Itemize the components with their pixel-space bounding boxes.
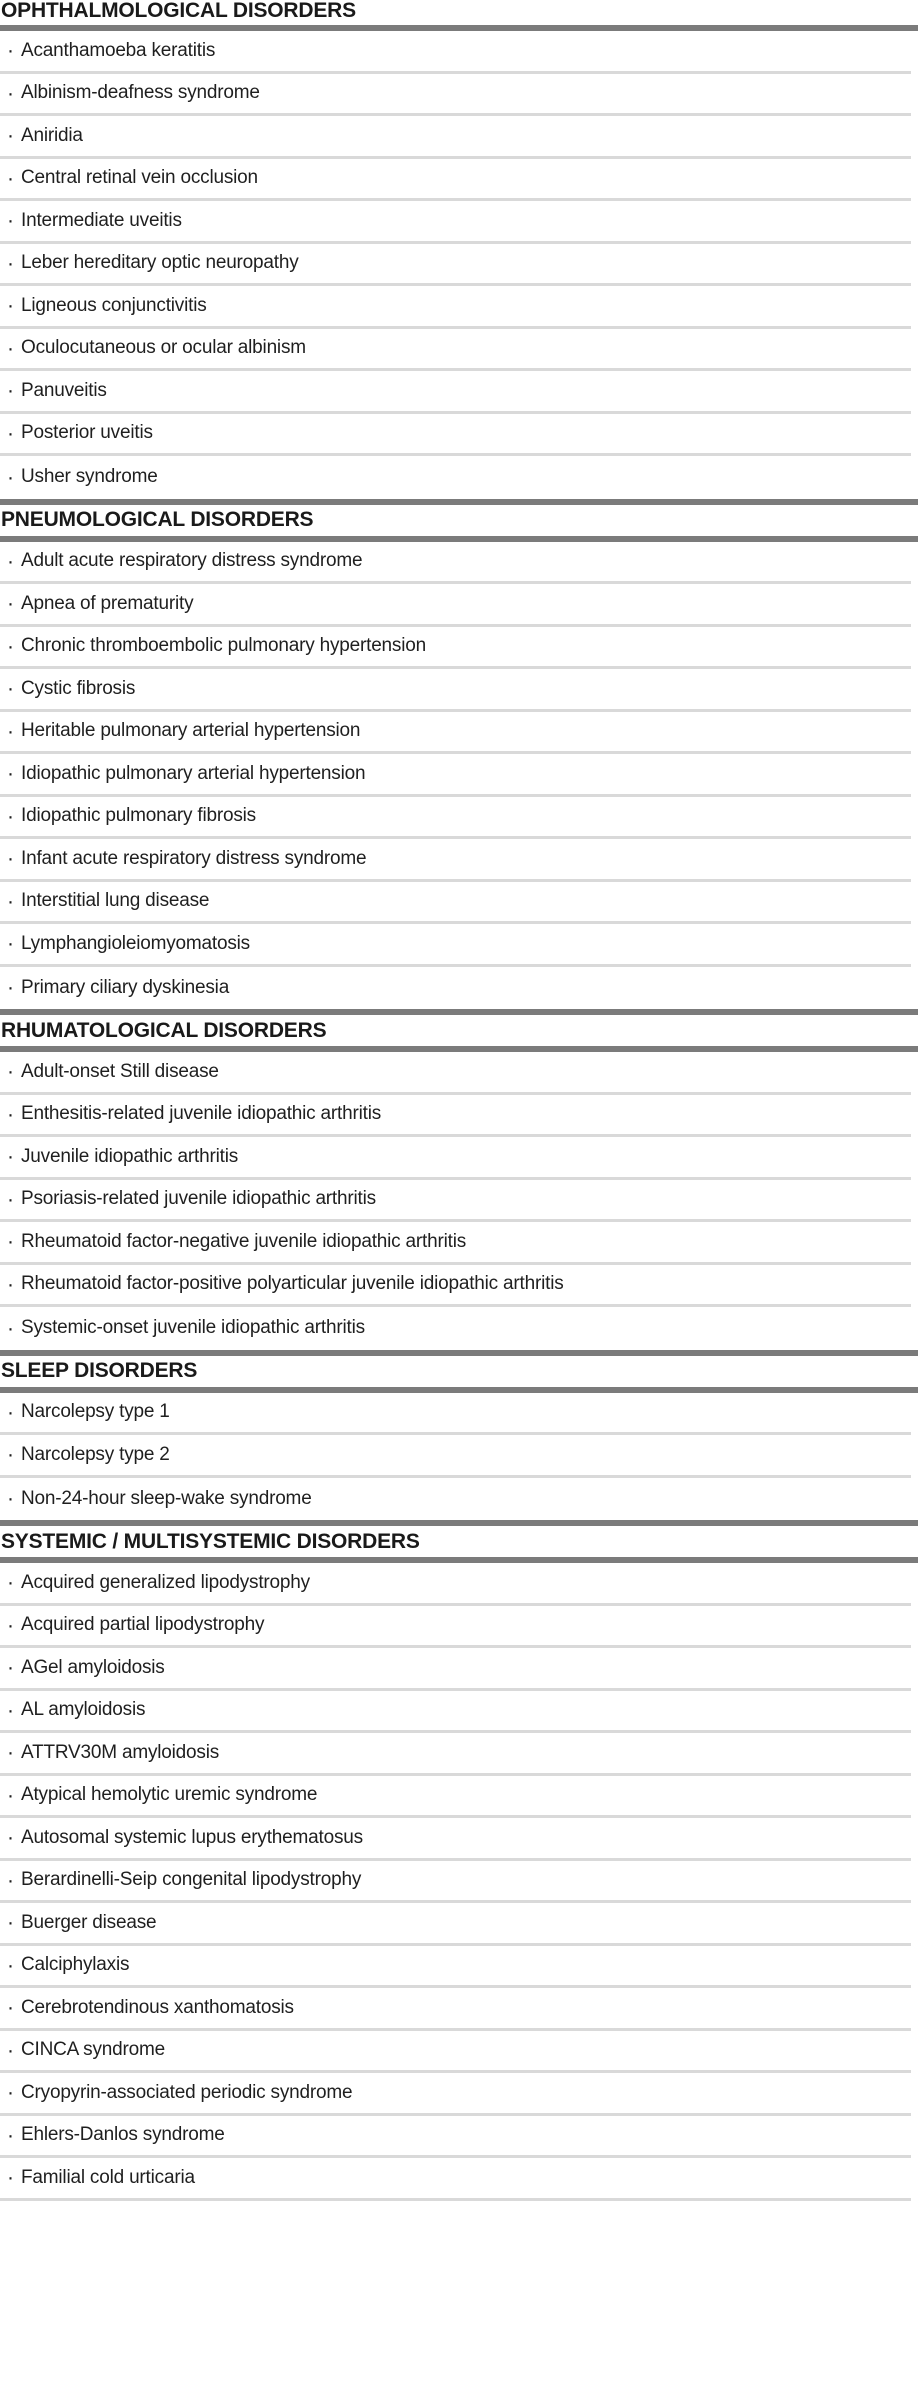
bullet-icon: · (7, 1102, 14, 1126)
section-header (0, 1350, 918, 1393)
section-title: OPHTHALMOLOGICAL DISORDERS (1, 0, 356, 22)
bullet-icon: · (7, 166, 14, 190)
item-label: Rheumatoid factor-positive polyarticular juvenile idiopathic arthritis (21, 1273, 564, 1295)
item-label: Chronic thromboembolic pulmonary hypertension (21, 635, 426, 657)
bullet-icon: · (7, 1996, 14, 2020)
bullet-icon: · (7, 2081, 14, 2105)
list-item (0, 1861, 911, 1904)
bullet-icon: · (7, 634, 14, 658)
list-item (0, 797, 911, 840)
item-label: Apnea of prematurity (21, 592, 194, 614)
bullet-icon: · (7, 251, 14, 275)
list-item (0, 2073, 911, 2116)
item-label: Posterior uveitis (21, 422, 153, 444)
list-item (0, 2158, 911, 2201)
list-item (0, 1606, 911, 1649)
item-label: Cerebrotendinous xanthomatosis (21, 1996, 294, 2018)
item-label: Primary ciliary dyskinesia (21, 976, 230, 998)
bullet-icon: · (7, 1443, 14, 1467)
list-item (0, 1052, 911, 1095)
item-label: Narcolepsy type 2 (21, 1443, 170, 1465)
bullet-icon: · (7, 1911, 14, 1935)
bullet-icon: · (7, 1656, 14, 1680)
list-item (0, 2116, 911, 2159)
list-item (0, 627, 911, 670)
item-label: ATTRV30M amyloidosis (21, 1741, 220, 1763)
list-item (0, 244, 911, 287)
item-label: Intermediate uveitis (21, 209, 182, 231)
item-label: AGel amyloidosis (21, 1656, 165, 1678)
bullet-icon: · (7, 1571, 14, 1595)
bullet-icon: · (7, 124, 14, 148)
item-label: Acanthamoeba keratitis (21, 39, 216, 61)
bullet-icon: · (7, 209, 14, 233)
item-label: Non-24-hour sleep-wake syndrome (21, 1487, 312, 1509)
section-title: SYSTEMIC / MULTISYSTEMIC DISORDERS (1, 1529, 420, 1553)
list-item (0, 116, 911, 159)
item-label: Heritable pulmonary arterial hypertension (21, 720, 361, 742)
item-label: Buerger disease (21, 1911, 157, 1933)
item-label: Interstitial lung disease (21, 890, 210, 912)
item-label: Psoriasis-related juvenile idiopathic arthritis (21, 1188, 376, 1210)
list-item (0, 1903, 911, 1946)
list-item (0, 1095, 911, 1138)
item-label: Cystic fibrosis (21, 677, 136, 699)
list-item (0, 414, 911, 457)
bullet-icon: · (7, 1783, 14, 1807)
section-items (0, 542, 918, 1010)
list-item (0, 1988, 911, 2031)
item-label: AL amyloidosis (21, 1699, 146, 1721)
item-label: Enthesitis-related juvenile idiopathic arthritis (21, 1103, 382, 1125)
list-item (0, 31, 911, 74)
bullet-icon: · (7, 336, 14, 360)
disorder-section (0, 1520, 918, 2201)
list-item (0, 371, 911, 414)
item-label: Central retinal vein occlusion (21, 167, 258, 189)
item-label: Familial cold urticaria (21, 2166, 195, 2188)
bullet-icon: · (7, 677, 14, 701)
bullet-icon: · (7, 421, 14, 445)
list-item (0, 329, 911, 372)
list-item (0, 159, 911, 202)
item-label: Adult-onset Still disease (21, 1060, 219, 1082)
section-header (0, 1520, 918, 1563)
list-item (0, 1563, 911, 1606)
list-item (0, 754, 911, 797)
disorder-section (0, 0, 918, 499)
bullet-icon: · (7, 1953, 14, 1977)
bullet-icon: · (7, 976, 14, 1000)
section-title: SLEEP DISORDERS (1, 1359, 198, 1382)
list-item (0, 1946, 911, 1989)
section-items (0, 31, 918, 499)
item-label: Cryopyrin-associated periodic syndrome (21, 2081, 353, 2103)
list-item (0, 286, 911, 329)
section-title: PNEUMOLOGICAL DISORDERS (1, 508, 314, 531)
item-label: Ehlers-Danlos syndrome (21, 2124, 225, 2146)
bullet-icon: · (7, 1060, 14, 1084)
section-header (0, 1009, 918, 1052)
list-item (0, 1265, 911, 1308)
list-item (0, 1435, 911, 1478)
item-label: Systemic-onset juvenile idiopathic arthritis (21, 1317, 365, 1339)
bullet-icon: · (7, 592, 14, 616)
bullet-icon: · (7, 465, 14, 489)
bullet-icon: · (7, 762, 14, 786)
list-item (0, 1776, 911, 1819)
bullet-icon: · (7, 1613, 14, 1637)
bullet-icon: · (7, 1487, 14, 1511)
item-label: Infant acute respiratory distress syndrome (21, 847, 367, 869)
bullet-icon: · (7, 379, 14, 403)
list-item (0, 712, 911, 755)
bullet-icon: · (7, 804, 14, 828)
list-item (0, 1733, 911, 1776)
list-item (0, 1393, 911, 1436)
list-item (0, 1818, 911, 1861)
bullet-icon: · (7, 1741, 14, 1765)
bullet-icon: · (7, 719, 14, 743)
item-label: Leber hereditary optic neuropathy (21, 252, 299, 274)
bullet-icon: · (7, 2166, 14, 2190)
item-label: Lymphangioleiomyomatosis (21, 932, 250, 954)
list-item (0, 542, 911, 585)
bullet-icon: · (7, 2038, 14, 2062)
item-label: Acquired generalized lipodystrophy (21, 1571, 310, 1593)
item-label: Autosomal systemic lupus erythematosus (21, 1826, 363, 1848)
list-item (0, 2031, 911, 2074)
item-label: Idiopathic pulmonary arterial hypertension (21, 762, 366, 784)
item-label: Aniridia (21, 124, 83, 146)
bullet-icon: · (7, 1698, 14, 1722)
list-item (0, 1222, 911, 1265)
disorder-section (0, 1009, 918, 1350)
list-item (0, 1307, 911, 1350)
list-item (0, 456, 911, 499)
bullet-icon: · (7, 39, 14, 63)
list-item (0, 967, 911, 1010)
list-item (0, 74, 911, 117)
list-item (0, 584, 911, 627)
list-item (0, 1648, 911, 1691)
bullet-icon: · (7, 889, 14, 913)
bullet-icon: · (7, 1272, 14, 1296)
bullet-icon: · (7, 1826, 14, 1850)
section-items (0, 1563, 918, 2201)
item-label: Narcolepsy type 1 (21, 1401, 170, 1423)
disorder-section (0, 1350, 918, 1521)
bullet-icon: · (7, 294, 14, 318)
list-item (0, 1180, 911, 1223)
item-label: Berardinelli-Seip congenital lipodystrophy (21, 1869, 362, 1891)
bullet-icon: · (7, 1316, 14, 1340)
section-items (0, 1393, 918, 1521)
list-item (0, 882, 911, 925)
bullet-icon: · (7, 1145, 14, 1169)
item-label: Rheumatoid factor-negative juvenile idiopathic arthritis (21, 1230, 467, 1252)
item-label: CINCA syndrome (21, 2039, 165, 2061)
bullet-icon: · (7, 1868, 14, 1892)
item-label: Usher syndrome (21, 466, 158, 488)
bullet-icon: · (7, 2123, 14, 2147)
bullet-icon: · (7, 1230, 14, 1254)
item-label: Idiopathic pulmonary fibrosis (21, 805, 256, 827)
item-label: Oculocutaneous or ocular albinism (21, 337, 306, 359)
section-header (0, 0, 918, 31)
item-label: Acquired partial lipodystrophy (21, 1614, 265, 1636)
list-item (0, 1137, 911, 1180)
list-item (0, 1691, 911, 1734)
section-items (0, 1052, 918, 1350)
section-title: RHUMATOLOGICAL DISORDERS (1, 1018, 327, 1042)
item-label: Atypical hemolytic uremic syndrome (21, 1784, 318, 1806)
item-label: Albinism-deafness syndrome (21, 82, 260, 104)
bullet-icon: · (7, 1400, 14, 1424)
bullet-icon: · (7, 1187, 14, 1211)
list-item (0, 201, 911, 244)
list-item (0, 924, 911, 967)
item-label: Ligneous conjunctivitis (21, 294, 207, 316)
bullet-icon: · (7, 847, 14, 871)
item-label: Adult acute respiratory distress syndrome (21, 550, 363, 572)
disorder-section (0, 499, 918, 1010)
bullet-icon: · (7, 549, 14, 573)
section-header (0, 499, 918, 542)
item-label: Calciphylaxis (21, 1954, 130, 1976)
list-item (0, 839, 911, 882)
item-label: Juvenile idiopathic arthritis (21, 1145, 239, 1167)
bullet-icon: · (7, 932, 14, 956)
bullet-icon: · (7, 81, 14, 105)
item-label: Panuveitis (21, 379, 107, 401)
list-item (0, 669, 911, 712)
list-item (0, 1478, 911, 1521)
